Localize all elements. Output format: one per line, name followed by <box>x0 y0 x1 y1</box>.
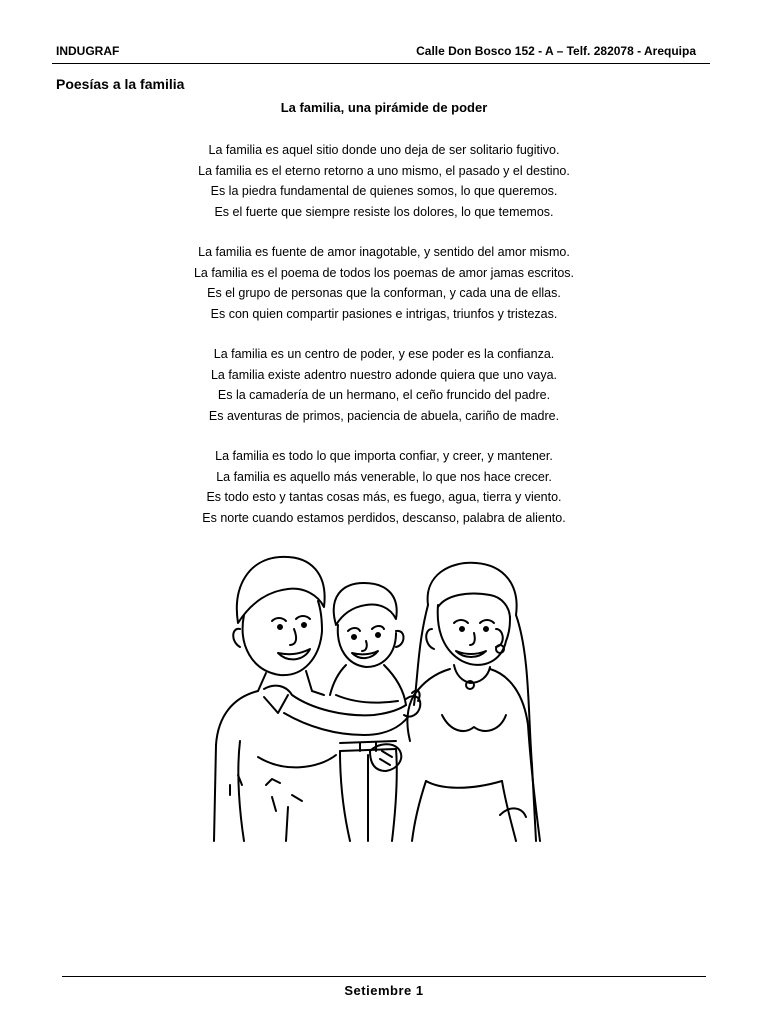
poem-line: Es todo esto y tantas cosas más, es fuego, agua, tierra y viento. <box>206 490 562 504</box>
poem-line: Es la camadería de un hermano, el ceño fruncido del padre. <box>217 388 551 402</box>
section-title: Poesías a la familia <box>56 76 185 92</box>
poem-line: Es la piedra fundamental de quienes somos, lo que queremos. <box>210 184 558 198</box>
family-illustration <box>200 545 566 845</box>
header-divider <box>52 63 710 64</box>
poem-line: Es norte cuando estamos perdidos, descanso, palabra de aliento. <box>202 510 566 525</box>
poem-stanza <box>0 446 768 528</box>
header-publisher: INDUGRAF <box>56 44 120 58</box>
poem-title: La familia, una pirámide de poder <box>280 100 488 115</box>
poem-line: La familia es fuente de amor inagotable, y sentido del amor mismo. <box>198 245 570 259</box>
page-footer: Setiembre 1 <box>344 983 424 998</box>
poem-stanza <box>0 344 768 426</box>
poem-line: Es aventuras de primos, paciencia de abuela, cariño de madre. <box>208 408 560 423</box>
poem-line: La familia es todo lo que importa confiar, y creer, y mantener. <box>215 449 553 463</box>
poem-line: La familia es aquel sitio donde uno deja de ser solitario fugitivo. <box>208 143 560 157</box>
poem-line: Es con quien compartir pasiones e intrigas, triunfos y tristezas. <box>210 306 558 321</box>
poem-line: La familia es el poema de todos los poemas de amor jamas escritos. <box>193 265 575 280</box>
poem-line: La familia existe adentro nuestro adonde quiera que uno vaya. <box>210 367 558 382</box>
poem-line: La familia es aquello más venerable, lo que nos hace crecer. <box>216 469 552 484</box>
poem-stanza <box>0 242 768 324</box>
header-address: Calle Don Bosco 152 - A – Telf. 282078 - Arequipa <box>416 44 696 58</box>
poem-line: Es el fuerte que siempre resiste los dolores, lo que tememos. <box>214 204 554 219</box>
footer-divider <box>62 976 706 977</box>
father-figure <box>214 557 336 841</box>
poem-line: Es el grupo de personas que la conforman, y cada una de ellas. <box>207 286 561 300</box>
poem-line: La familia es el eterno retorno a uno mismo, el pasado y el destino. <box>198 163 570 178</box>
boy-figure <box>330 583 406 841</box>
poem-line: La familia es un centro de poder, y ese poder es la confianza. <box>213 347 555 361</box>
poem-stanza <box>0 140 768 222</box>
poem-body <box>0 140 768 548</box>
mother-figure <box>407 563 540 841</box>
